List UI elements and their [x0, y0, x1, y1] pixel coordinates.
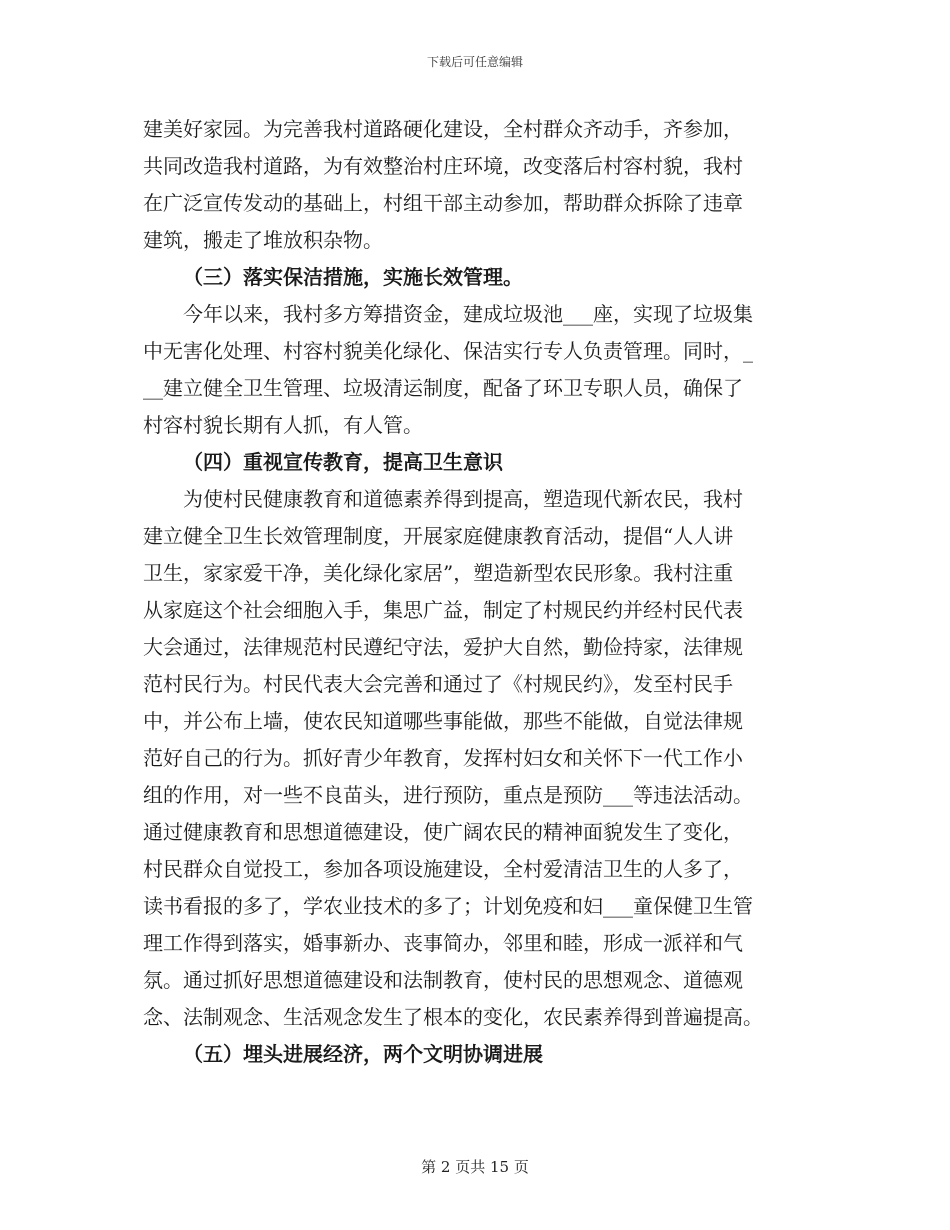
- paragraph-line: 建筑，搬走了堆放积杂物。: [143, 228, 383, 252]
- paragraph-line: __建立健全卫生管理、垃圾清运制度，配备了环卫专职人员，确保了: [143, 376, 743, 400]
- paragraph-line: 大会通过，法律规范村民遵纪守法，爱护大自然，勤俭持家，法律规: [143, 635, 743, 659]
- paragraph-line: 理工作得到落实，婚事新办、丧事简办，邻里和睦，形成一派祥和气: [143, 931, 743, 955]
- paragraph-line: 共同改造我村道路，为有效整治村庄环境，改变落后村容村貌，我村: [143, 154, 743, 178]
- paragraph-line: 今年以来，我村多方筹措资金，建成垃圾池___座，实现了垃圾集: [183, 302, 753, 326]
- page-header: 下载后可任意编辑: [426, 55, 523, 69]
- paragraph-line: 氛。通过抓好思想道德建设和法制教育，使村民的思想观念、道德观: [143, 968, 743, 992]
- paragraph-line: 卫生，家家爱干净，美化绿化家居”，塑造新型农民形象。我村注重: [143, 561, 734, 585]
- section-heading: （四）重视宣传教育，提高卫生意识: [183, 450, 503, 474]
- document-body: [143, 111, 809, 1073]
- paragraph-line: 中无害化处理、村容村貌美化绿化、保洁实行专人负责管理。同时，_: [143, 339, 753, 363]
- paragraph-line: 通过健康教育和思想道德建设，使广阔农民的精神面貌发生了变化，: [143, 820, 743, 844]
- section-heading: （五）埋头进展经济，两个文明协调进展: [183, 1042, 543, 1066]
- paragraph-line: 组的作用，对一些不良苗头，进行预防，重点是预防___等违法活动。: [143, 783, 753, 807]
- paragraph-line: 建美好家园。为完善我村道路硬化建设，全村群众齐动手，齐参加，: [143, 117, 743, 141]
- paragraph-line: 村容村貌长期有人抓，有人管。: [143, 413, 423, 437]
- paragraph-line: 在广泛宣传发动的基础上，村组干部主动参加，帮助群众拆除了违章: [143, 191, 743, 215]
- paragraph-line: 从家庭这个社会细胞入手，集思广益，制定了村规民约并经村民代表: [143, 598, 743, 622]
- paragraph-line: 建立健全卫生长效管理制度，开展家庭健康教育活动，提倡“人人讲: [143, 524, 734, 548]
- paragraph-line: 范村民行为。村民代表大会完善和通过了《村规民约》，发至村民手: [143, 672, 733, 696]
- section-heading: （三）落实保洁措施，实施长效管理。: [183, 265, 523, 289]
- paragraph-line: 范好自己的行为。抓好青少年教育，发挥村妇女和关怀下一代工作小: [143, 746, 743, 770]
- paragraph-line: 念、法制观念、生活观念发生了根本的变化，农民素养得到普遍提高。: [143, 1005, 763, 1029]
- page-footer: 第 2 页共 15 页: [421, 1158, 529, 1176]
- paragraph-line: 中，并公布上墙，使农民知道哪些事能做，那些不能做，自觉法律规: [143, 709, 743, 733]
- paragraph-line: 为使村民健康教育和道德素养得到提高，塑造现代新农民，我村: [183, 487, 743, 511]
- paragraph-line: 村民群众自觉投工，参加各项设施建设，全村爱清洁卫生的人多了，: [143, 857, 743, 881]
- paragraph-line: 读书看报的多了，学农业技术的多了；计划免疫和妇___童保健卫生管: [143, 894, 753, 918]
